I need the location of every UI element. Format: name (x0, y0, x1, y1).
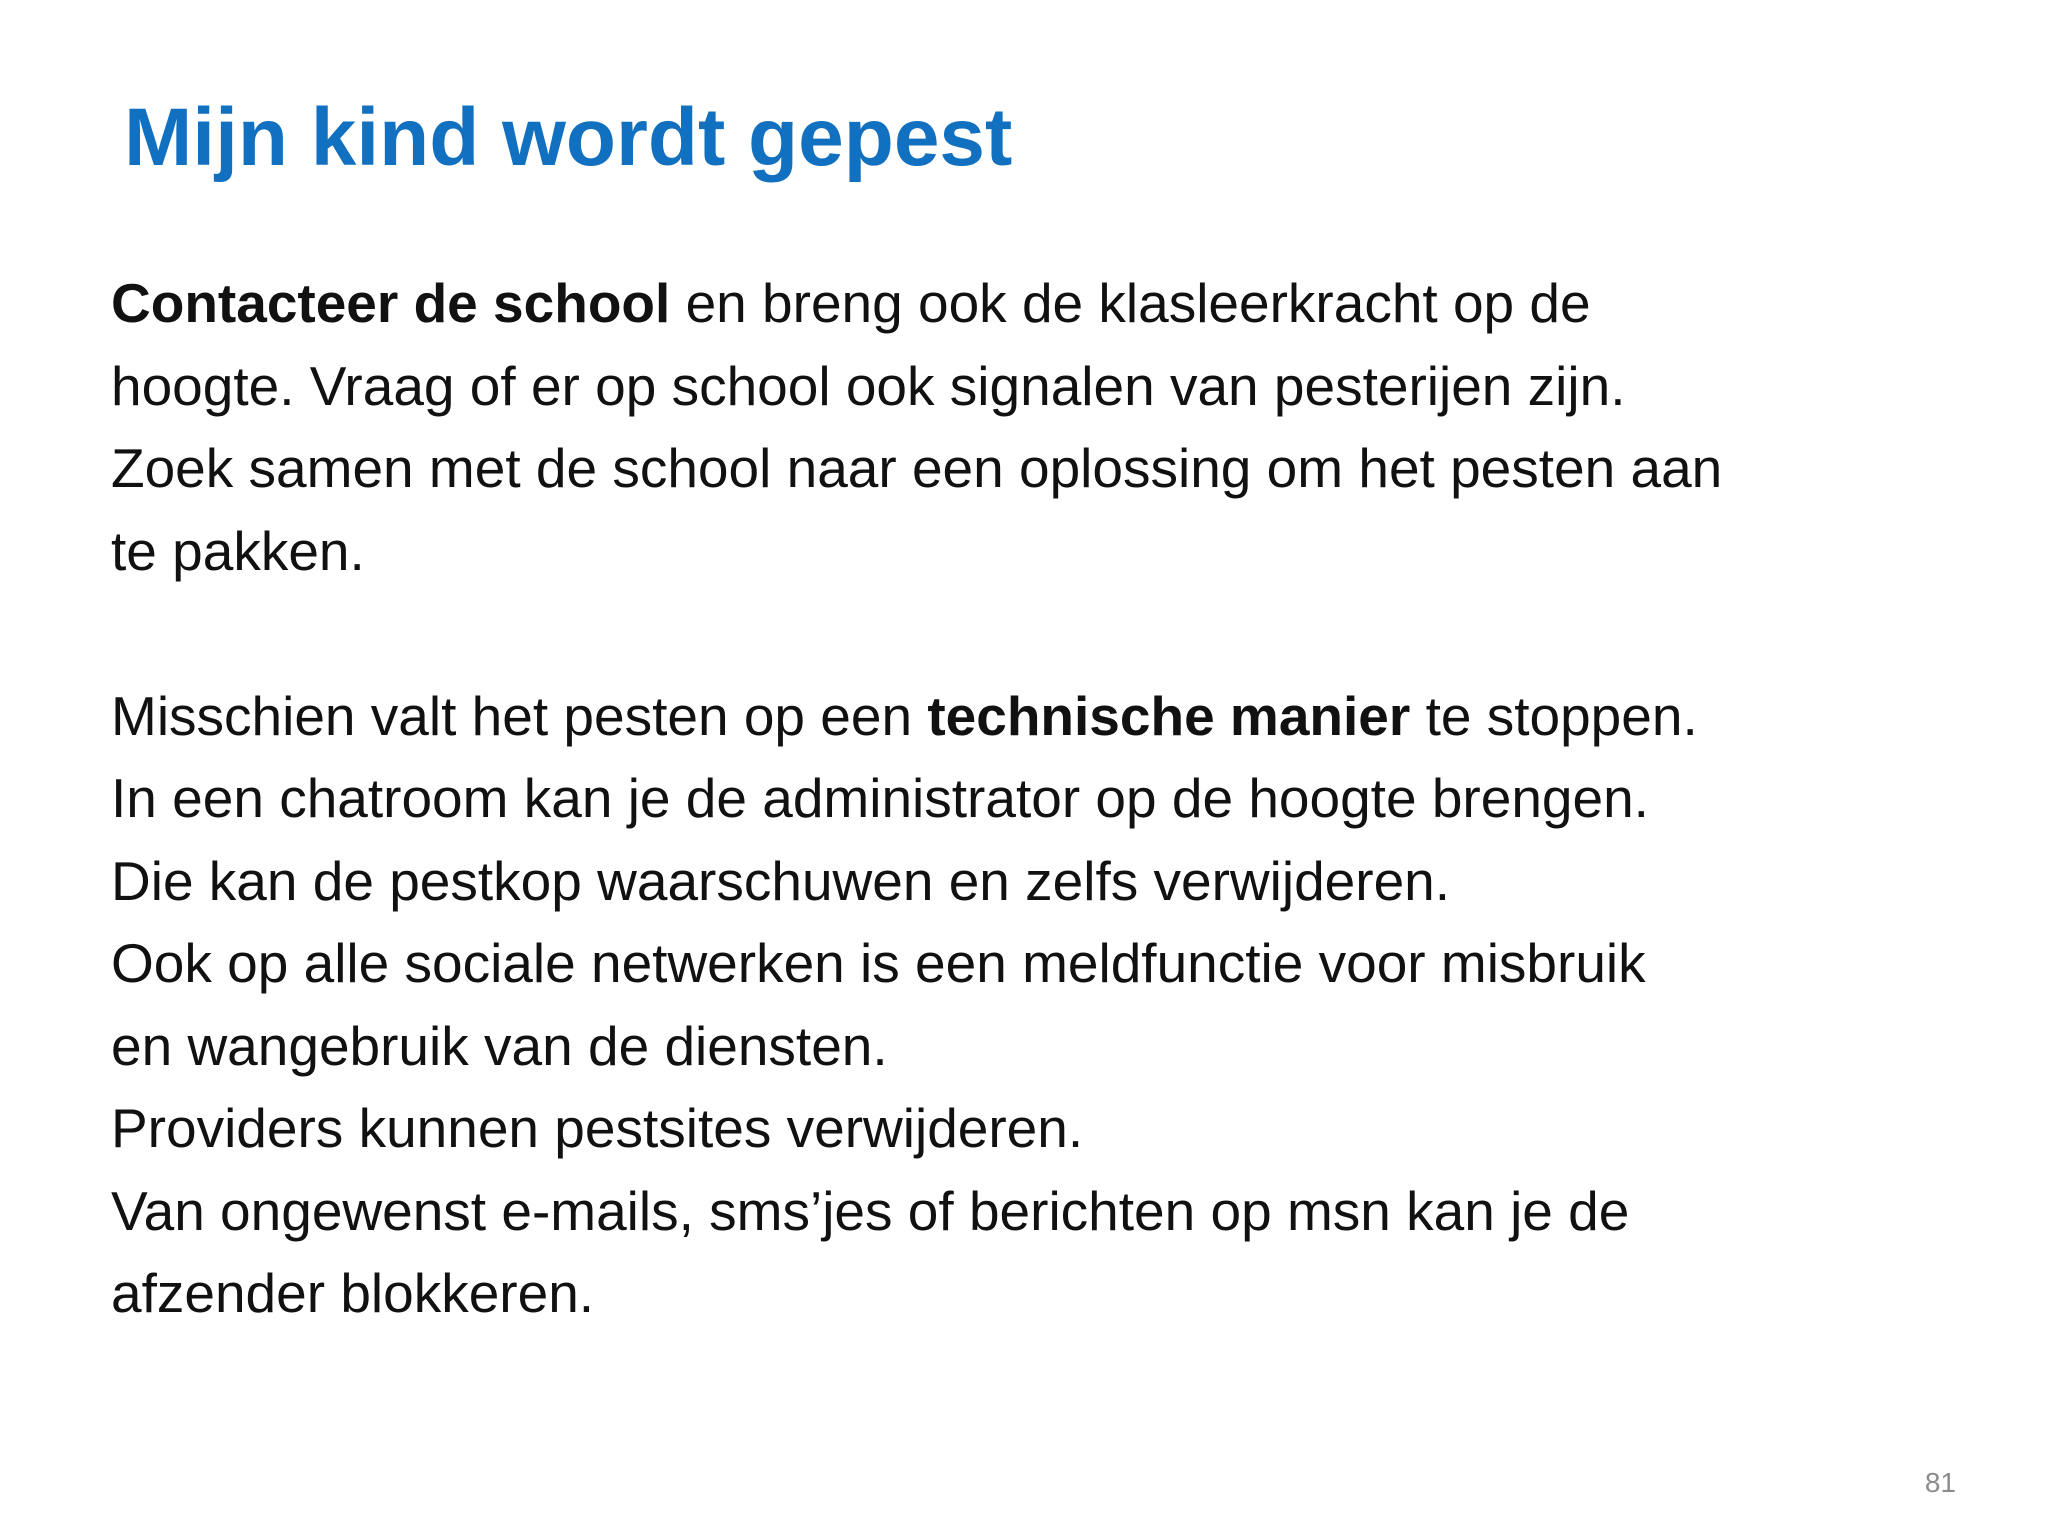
body-line: Die kan de pestkop waarschuwen en zelfs verwijderen. (111, 849, 1451, 912)
slide-title: Mijn kind wordt gepest (124, 92, 1013, 183)
body-line: Zoek samen met de school naar een oplossing om het pesten aan (111, 437, 1723, 499)
bold-text-technical-way: technische manier (927, 684, 1411, 747)
body-line: In een chatroom kan je de administrator op de hoogte brengen. (111, 767, 1649, 829)
body-line: Providers kunnen pestsites verwijderen. (111, 1097, 1084, 1159)
paragraph-technical-solutions (111, 675, 1981, 1335)
body-text: te stoppen. (1410, 684, 1698, 747)
body-line: te pakken. (111, 519, 365, 582)
slide-body (111, 262, 1981, 1335)
body-line: hoogte. Vraag of er op school ook signalen van pesterijen zijn. (111, 354, 1626, 417)
body-text: Misschien valt het pesten op een (111, 684, 928, 747)
bold-text-contact-school: Contacteer de school (111, 272, 671, 334)
body-line: Ook op alle sociale netwerken is een meldfunctie voor misbruik (111, 932, 1646, 994)
paragraph-contact-school (111, 262, 1981, 592)
paragraph-gap (111, 592, 1981, 675)
body-line: en wangebruik van de diensten. (111, 1014, 888, 1077)
body-line: afzender blokkeren. (111, 1262, 595, 1324)
page-number: 81 (1924, 1467, 1956, 1498)
body-line (111, 262, 1981, 345)
body-line (111, 675, 1981, 758)
body-line: Van ongewenst e-mails, sms’jes of berichten op msn kan je de (111, 1179, 1630, 1242)
body-text: en breng ook de klasleerkracht op de (670, 272, 1591, 334)
